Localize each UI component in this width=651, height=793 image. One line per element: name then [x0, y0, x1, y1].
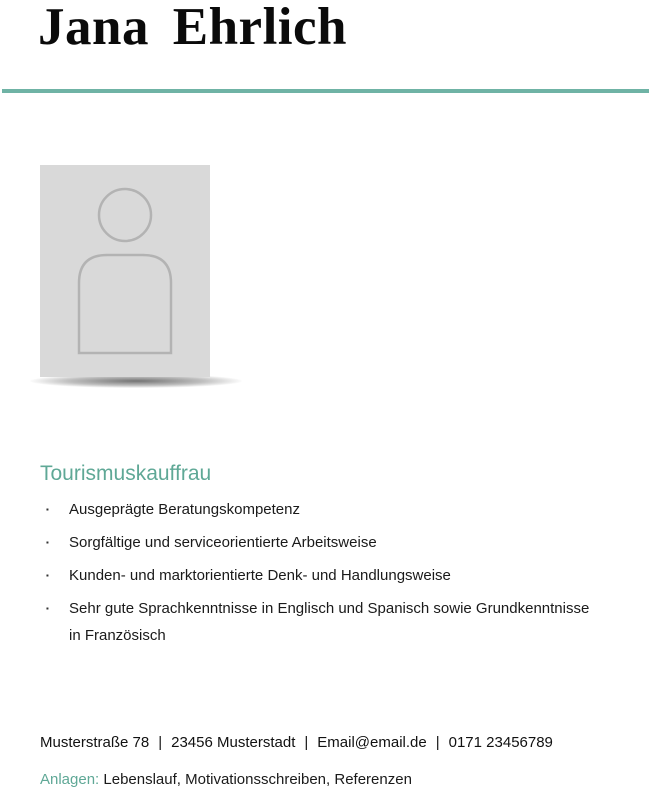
contact-line: [40, 732, 553, 754]
skill-text: Ausgeprägte Beratungskompetenz: [69, 501, 300, 518]
contact-email: Email@email.de: [317, 734, 427, 751]
contact-separator: |: [158, 734, 163, 751]
contact-city: 23456 Musterstadt: [171, 734, 296, 751]
skill-text: Sorgfältige und serviceorientierte Arbeitsweise: [69, 534, 377, 551]
skill-text: Kunden- und marktorientierte Denk- und Handlungsweise: [69, 567, 451, 584]
header-divider: [2, 89, 649, 93]
contact-phone: 0171 23456789: [448, 734, 553, 751]
bullet-icon: ▪: [46, 571, 49, 580]
attachments-label: Anlagen:: [40, 771, 100, 788]
bullet-icon: ▪: [46, 604, 49, 613]
list-item: [40, 562, 600, 589]
job-title: Tourismuskauffrau: [40, 462, 212, 485]
contact-separator: |: [435, 734, 440, 751]
profile-photo-placeholder: [40, 165, 210, 377]
applicant-name: Jana Ehrlich: [38, 0, 348, 56]
skill-text: Sehr gute Sprachkenntnisse in Englisch und Spanisch sowie Grundkenntnisse in Französisch: [69, 600, 590, 644]
attachments-items: Lebenslauf, Motivationsschreiben, Referenzen: [103, 771, 412, 788]
list-item: [40, 529, 600, 556]
list-item: [40, 496, 600, 523]
bullet-icon: ▪: [46, 505, 49, 514]
person-silhouette-icon: [40, 165, 210, 377]
bullet-icon: ▪: [46, 538, 49, 547]
skills-list: [40, 496, 600, 655]
contact-street: Musterstraße 78: [40, 734, 150, 751]
list-item: [40, 595, 600, 649]
contact-separator: |: [304, 734, 309, 751]
attachments-line: [40, 769, 412, 791]
